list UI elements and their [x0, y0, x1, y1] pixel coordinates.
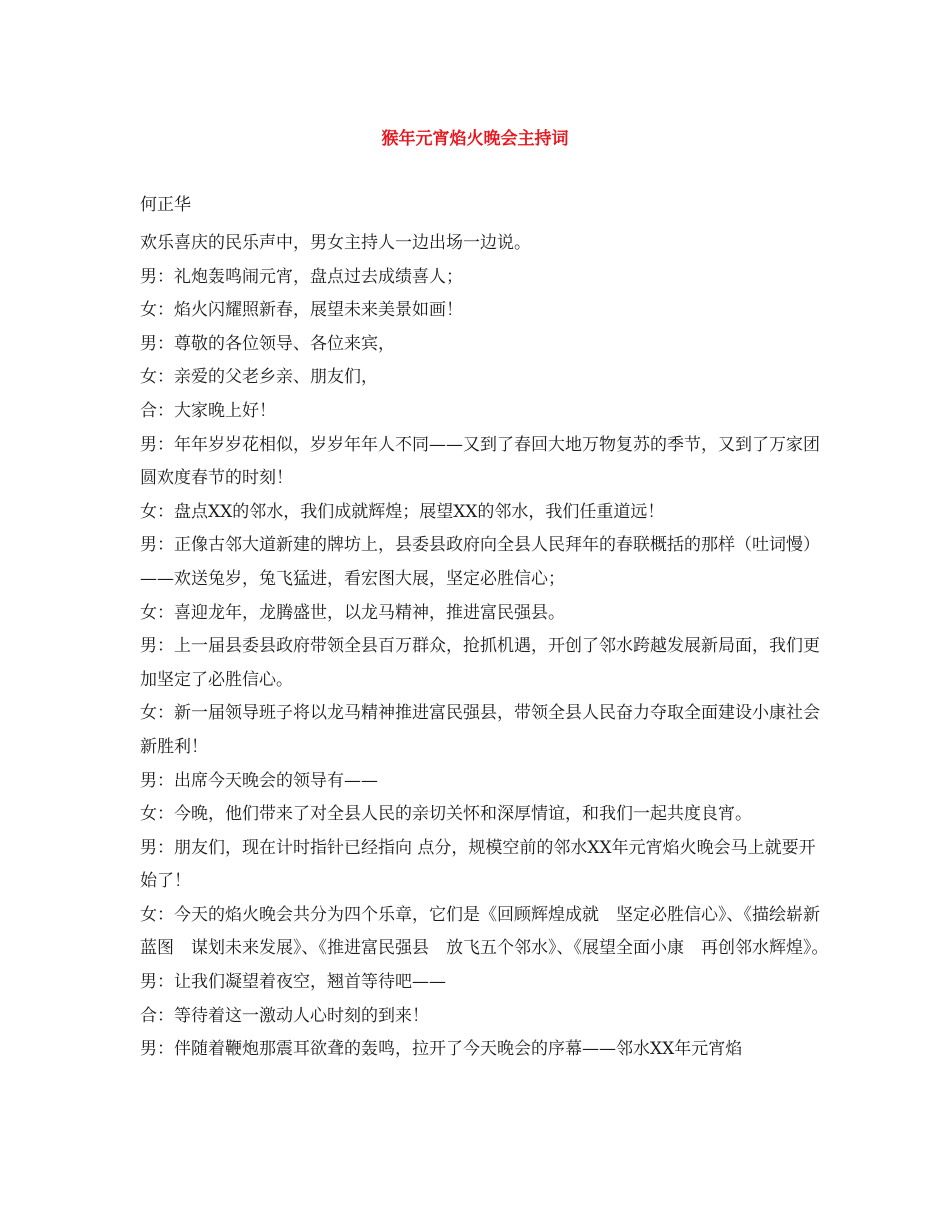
paragraph: 男：让我们凝望着夜空，翘首等待吧—— [140, 972, 446, 993]
paragraph: 男：朋友们，现在计时指针已经指向 点分，规模空前的邻水XX年元宵焰火晚会马上就要开始了！ [140, 837, 816, 892]
paragraph: 男：礼炮轰鸣闹元宵，盘点过去成绩喜人； [140, 266, 463, 287]
paragraph: 男：尊敬的各位领导、各位来宾， [140, 333, 395, 354]
paragraph: 男：正像古邻大道新建的牌坊上，县委县政府向全县人民拜年的春联概括的那样（吐词慢）——欢送兔岁，兔飞猛进，看宏图大展，坚定必胜信心； [140, 535, 820, 589]
paragraph: 男：年年岁岁花相似，岁岁年年人不同——又到了春回大地万物复苏的季节，又到了万家团圆欢度春节的时刻！ [140, 434, 820, 489]
paragraph: 女：喜迎龙年，龙腾盛世，以龙马精神，推进富民强县。 [140, 602, 565, 623]
paragraph: 合：大家晚上好！ [140, 400, 276, 421]
paragraph: 女：新一届领导班子将以龙马精神推进富民强县，带领全县人民奋力夺取全面建设小康社会新胜利！ [140, 703, 820, 757]
paragraph: 合：等待着这一激动人心时刻的到来！ [140, 1005, 429, 1026]
paragraph: 女：盘点XX的邻水，我们成就辉煌；展望XX的邻水，我们任重道远！ [140, 501, 665, 522]
paragraph: 女：今晚，他们带来了对全县人民的亲切关怀和深厚情谊，和我们一起共度良宵。 [140, 804, 752, 825]
paragraph: 女：焰火闪耀照新春，展望未来美景如画！ [140, 300, 463, 321]
paragraph: 女：亲爱的父老乡亲、朋友们， [140, 367, 378, 388]
paragraph: 女：今天的焰火晚会共分为四个乐章，它们是《回顾辉煌成就 坚定必胜信心》、《描绘崭新蓝图 谋划未来发展》、《推进富民强县 放飞五个邻水》、《展望全面小康 再创邻水辉煌》。 [140, 904, 829, 959]
document-title: 猴年元宵焰火晚会主持词 [381, 129, 569, 149]
paragraph: 男：出席今天晚会的领导有—— [140, 770, 378, 791]
paragraph: 男：伴随着鞭炮那震耳欲聋的轰鸣，拉开了今天晚会的序幕——邻水XX年元宵焰 [140, 1039, 743, 1060]
paragraph: 男：上一届县委县政府带领全县百万群众，抢抓机遇，开创了邻水跨越发展新局面，我们更加坚定了必胜信心。 [140, 636, 820, 690]
author-name: 何正华 [140, 195, 191, 215]
document-body [140, 227, 830, 1067]
paragraph-intro: 欢乐喜庆的民乐声中，男女主持人一边出场一边说。 [140, 233, 531, 253]
